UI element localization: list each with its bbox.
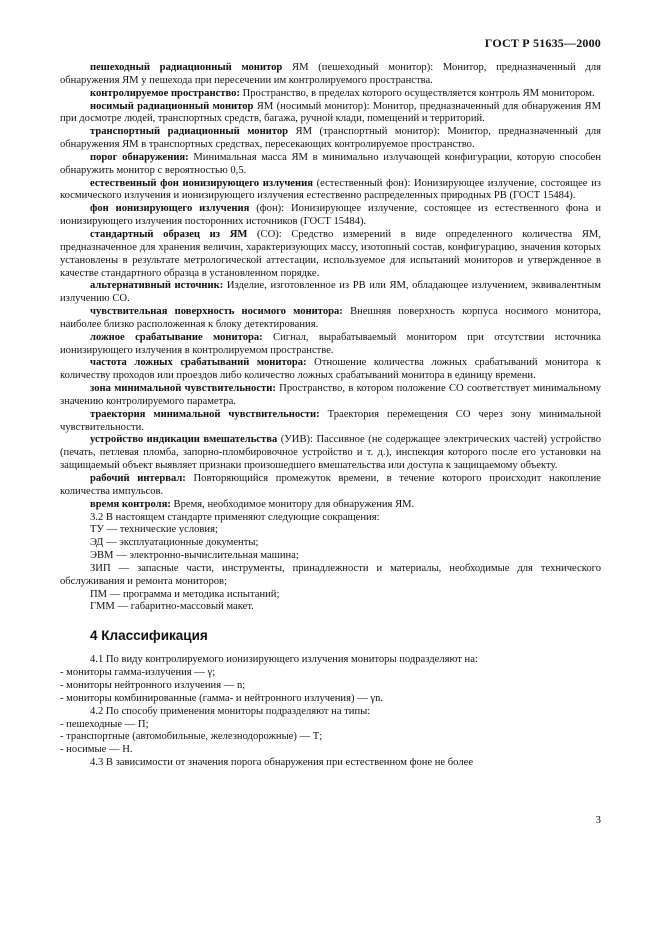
abbreviation-item: ГММ — габаритно-массовый макет. <box>90 601 254 613</box>
definition-9 <box>60 280 601 306</box>
definition-term: порог обнаружения: <box>90 151 189 163</box>
definition-term: естественный фон ионизирующего излучения <box>90 177 313 189</box>
definition-16 <box>60 473 601 499</box>
definition-text: ЯМ (транспортный монитор): Монитор, предназначенный для обнаружения ЯМ в транспортных средствах, пересекающих контролируемое пространство. <box>60 126 601 151</box>
list-item: - транспортные (автомобильные, железнодорожные) — Т; <box>60 731 323 743</box>
definition-term: траектория минимальной чувствительности: <box>90 408 320 420</box>
definition-text: Минимальная масса ЯМ в минимально излучающей конфигурации, которую способен обнаружить монитор с вероятностью 0,5. <box>60 151 601 176</box>
abbreviation-item: ЭВМ — электронно-вычислительная машина; <box>90 550 299 562</box>
definition-15 <box>60 434 601 473</box>
definition-term: частота ложных срабатываний монитора: <box>90 357 307 369</box>
definition-text: ЯМ (пешеходный монитор): Монитор, предназначенный для обнаружения ЯМ у пешехода при пересечении им контролируемого пространства. <box>60 62 601 86</box>
abbreviation-item: ПМ — программа и методика испытаний; <box>90 588 280 600</box>
definition-text: Изделие, изготовленное из РВ или ЯМ, обладающее излучением, эквивалентным излучению СО. <box>60 280 601 305</box>
definition-12 <box>60 357 601 383</box>
list-item: - мониторы нейтронного излучения — n; <box>60 679 246 691</box>
list-item: - мониторы гамма-излучения — γ; <box>60 667 216 679</box>
definition-14 <box>60 409 601 435</box>
definition-text: Траектория перемещения СО через зону минимальной чувствительности. <box>60 408 601 433</box>
definition-text: (фон): Ионизирующее излучение, состоящее из естественного фона и ионизирующего излучения посторонних источников (ГОСТ 15484). <box>60 203 601 228</box>
definition-term: зона минимальной чувствительности: <box>90 383 276 395</box>
definition-10 <box>60 306 601 332</box>
definition-term: рабочий интервал: <box>90 473 186 484</box>
definition-term: стандартный образец из ЯМ <box>90 228 248 240</box>
definition-text: Внешняя поверхность корпуса носимого монитора, наиболее близко расположенная к блоку детектирования. <box>60 306 601 330</box>
definition-8 <box>60 229 601 280</box>
definition-term: транспортный радиационный монитор <box>90 126 289 138</box>
definition-term: время контроля: <box>90 498 171 510</box>
definition-13 <box>60 383 601 409</box>
definition-term: альтернативный источник: <box>90 280 224 292</box>
definition-11 <box>60 332 601 358</box>
document-header: ГОСТ Р 51635—2000 <box>484 36 601 50</box>
abbreviation-item: ЗИП — запасные части, инструменты, принадлежности и материалы, необходимые для технического обслуживания и ремонта мониторов; <box>60 562 601 587</box>
definition-term: ложное срабатывание монитора: <box>90 331 263 343</box>
abbreviation-item: ЭД — эксплуатационные документы; <box>90 537 259 549</box>
definition-term: пешеходный радиационный монитор <box>90 62 283 73</box>
definition-text: (СО): Средство измерений в виде определенного количества ЯМ, предназначенное для хранения величин, характеризующих массу, изотопный состав, конфигурацию, значения которых установлены в результате метрологической аттестации, используемое для испытаний мониторов и утвержденное в качестве стандартного образца в установленном порядке. <box>60 228 602 279</box>
abbreviation-item: ТУ — технические условия; <box>90 524 218 536</box>
section-title: 4 Классификация <box>90 628 208 644</box>
clause-4-1-intro: 4.1 По виду контролируемого ионизирующего излучения мониторы подразделяют на: <box>90 654 478 666</box>
page-number: 3 <box>595 814 601 826</box>
page-content <box>60 62 601 770</box>
definition-6 <box>60 178 601 204</box>
definition-term: устройство индикации вмешательства <box>90 434 278 446</box>
definition-1 <box>60 62 601 88</box>
list-item: - пешеходные — П; <box>60 718 149 730</box>
clause-4-2-intro: 4.2 По способу применения мониторы подразделяют на типы: <box>90 705 371 717</box>
definition-text: (естественный фон): Ионизирующее излучение, состоящее из космического излучения и ионизирующего излучения естественно распределенных природных РВ (ГОСТ 15484). <box>60 177 601 202</box>
definition-term: контролируемое пространство: <box>90 87 240 99</box>
definition-term: чувствительная поверхность носимого монитора: <box>90 306 343 318</box>
definition-17 <box>60 499 601 512</box>
definition-text: Повторяющийся промежуток времени, в течение которого происходит накопление количества импульсов. <box>60 473 601 497</box>
list-item: - мониторы комбинированные (гамма- и нейтронного излучения) — γn. <box>60 692 384 704</box>
list-item: - носимые — Н. <box>60 744 133 756</box>
clause-3-2-intro: 3.2 В настоящем стандарте применяют следующие сокращения: <box>90 511 380 523</box>
definition-text: Время, необходимое монитору для обнаружения ЯМ. <box>170 498 415 510</box>
definition-text: Пространство, в пределах которого осуществляется контроль ЯМ монитором. <box>239 87 595 99</box>
definition-3 <box>60 101 601 127</box>
definition-text: ЯМ (носимый монитор): Монитор, предназначенный для обнаружения ЯМ при досмотре людей, транспортных средств, багажа, ручной клади, помещений и территорий. <box>60 100 601 125</box>
clause-4-3: 4.3 В зависимости от значения порога обнаружения при естественном фоне не более <box>90 757 474 769</box>
definition-text: Пространство, в котором положение СО соответствует минимальному значению контролируемого параметра. <box>60 383 601 407</box>
definition-text: (УИВ): Пассивное (не содержащее электрических частей) устройство (печать, петлевая пломба, запорно-пломбировочное устройство и т. д.), инспекция которого после его установки на защищаемый объект выявляет признаки произошедшего вмешательства или доступа к защищаемому объекту. <box>60 434 602 472</box>
definition-5 <box>60 152 601 178</box>
definition-4 <box>60 126 601 152</box>
definition-text: Сигнал, вырабатываемый монитором при отсутствии источника ионизирующего излучения в контролируемом пространстве. <box>60 331 601 356</box>
definition-text: Отношение количества ложных срабатываний монитора к количеству проходов или проездов либо количество ложных срабатываний монитора в единицу времени. <box>60 357 601 382</box>
definition-7 <box>60 203 601 229</box>
definition-term: фон ионизирующего излучения <box>90 203 250 215</box>
definition-term: носимый радиационный монитор <box>90 100 254 112</box>
definition-2 <box>60 88 601 101</box>
